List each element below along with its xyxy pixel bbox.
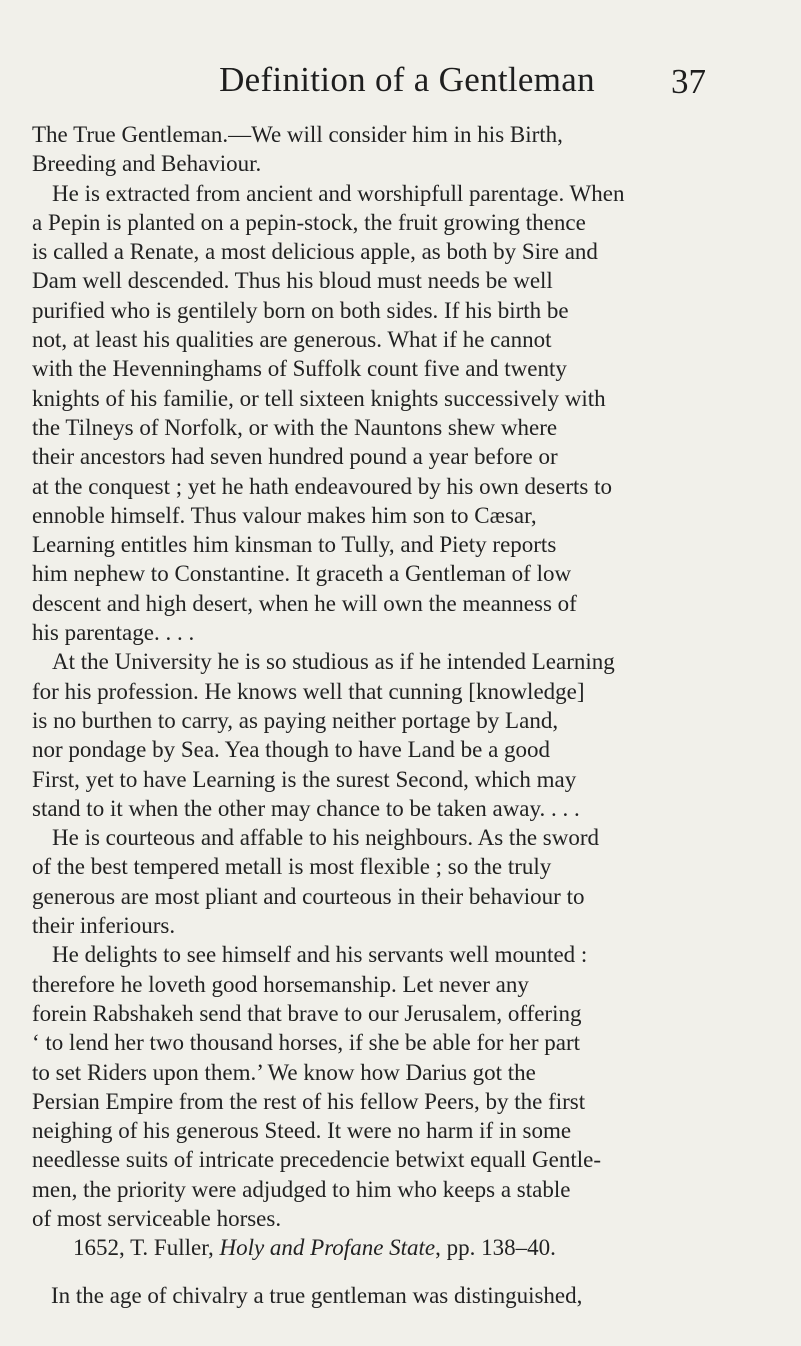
text-line: is no burthen to carry, as paying neither portage by Land, bbox=[32, 707, 559, 733]
text-line: Breeding and Behaviour. bbox=[32, 151, 262, 177]
page-number: 37 bbox=[671, 62, 706, 101]
text-line: stand to it when the other may chance to be taken away. . . . bbox=[32, 795, 580, 821]
text-line: needlesse suits of intricate precedencie betwixt equall Gentle- bbox=[32, 1147, 602, 1173]
citation bbox=[32, 1233, 772, 1262]
citation-suffix: , pp. 138–40. bbox=[435, 1235, 556, 1261]
text-line: generous are most pliant and courteous in their behaviour to bbox=[32, 883, 585, 909]
text-line: their inferiours. bbox=[32, 913, 176, 939]
text-line: He is extracted from ancient and worshipfull parentage. When bbox=[52, 180, 625, 206]
text-line: with the Hevenninghams of Suffolk count five and twenty bbox=[32, 356, 567, 382]
next-paragraph-line: In the age of chivalry a true gentleman was distinguished, bbox=[51, 1282, 583, 1308]
text-line: Persian Empire from the rest of his fellow Peers, by the first bbox=[32, 1088, 586, 1114]
text-line: of the best tempered metall is most flexible ; so the truly bbox=[32, 854, 552, 880]
text-line: to set Riders upon them.’ We know how Darius got the bbox=[32, 1059, 536, 1085]
text-line: not, at least his qualities are generous. What if he cannot bbox=[32, 327, 552, 353]
text-line: him nephew to Constantine. It graceth a Gentleman of low bbox=[32, 561, 572, 587]
citation-prefix: 1652, T. Fuller, bbox=[73, 1235, 220, 1261]
text-line: a Pepin is planted on a pepin-stock, the fruit growing thence bbox=[32, 209, 586, 235]
text-line: At the University he is so studious as if he intended Learning bbox=[52, 649, 615, 675]
text-line: neighing of his generous Steed. It were no harm if in some bbox=[32, 1118, 572, 1144]
text-line: of most serviceable horses. bbox=[32, 1205, 282, 1231]
text-line: is called a Renate, a most delicious apple, as both by Sire and bbox=[32, 239, 598, 265]
text-line: ‘ to lend her two thousand horses, if she be able for her part bbox=[32, 1030, 581, 1056]
text-line: First, yet to have Learning is the surest Second, which may bbox=[32, 766, 577, 792]
text-line: ennoble himself. Thus valour makes him son to Cæsar, bbox=[32, 502, 537, 528]
text-line: He is courteous and affable to his neighbours. As the sword bbox=[52, 825, 600, 851]
text-line: The True Gentleman.—We will consider him in his Birth, bbox=[32, 122, 563, 147]
text-line: descent and high desert, when he will own the meanness of bbox=[32, 590, 577, 616]
text-line: the Tilneys of Norfolk, or with the Nauntons shew where bbox=[32, 414, 558, 440]
text-line: Dam well descended. Thus his bloud must needs be well bbox=[32, 268, 553, 294]
text-line: men, the priority were adjudged to him who keeps a stable bbox=[32, 1176, 571, 1202]
text-line: forein Rabshakeh send that brave to our Jerusalem, offering bbox=[32, 1000, 582, 1026]
text-line: therefore he loveth good horsemanship. Let never any bbox=[32, 971, 529, 997]
text-line: nor pondage by Sea. Yea though to have Land be a good bbox=[32, 737, 551, 763]
text-line: his parentage. . . . bbox=[32, 620, 195, 646]
citation-title: Holy and Profane State bbox=[219, 1235, 436, 1261]
running-head: Definition of a Gentleman bbox=[219, 60, 595, 99]
text-line: their ancestors had seven hundred pound a year before or bbox=[32, 444, 558, 470]
quotation-body bbox=[32, 120, 772, 1310]
text-line: purified who is gentilely born on both sides. If his birth be bbox=[32, 297, 569, 323]
text-line: He delights to see himself and his servants well mounted : bbox=[52, 942, 588, 968]
text-line: for his profession. He knows well that cunning [knowledge] bbox=[32, 678, 585, 704]
text-line: at the conquest ; yet he hath endeavoured by his own deserts to bbox=[32, 473, 612, 499]
text-line: Learning entitles him kinsman to Tully, and Piety reports bbox=[32, 532, 557, 558]
text-line: knights of his familie, or tell sixteen knights successively with bbox=[32, 385, 606, 411]
